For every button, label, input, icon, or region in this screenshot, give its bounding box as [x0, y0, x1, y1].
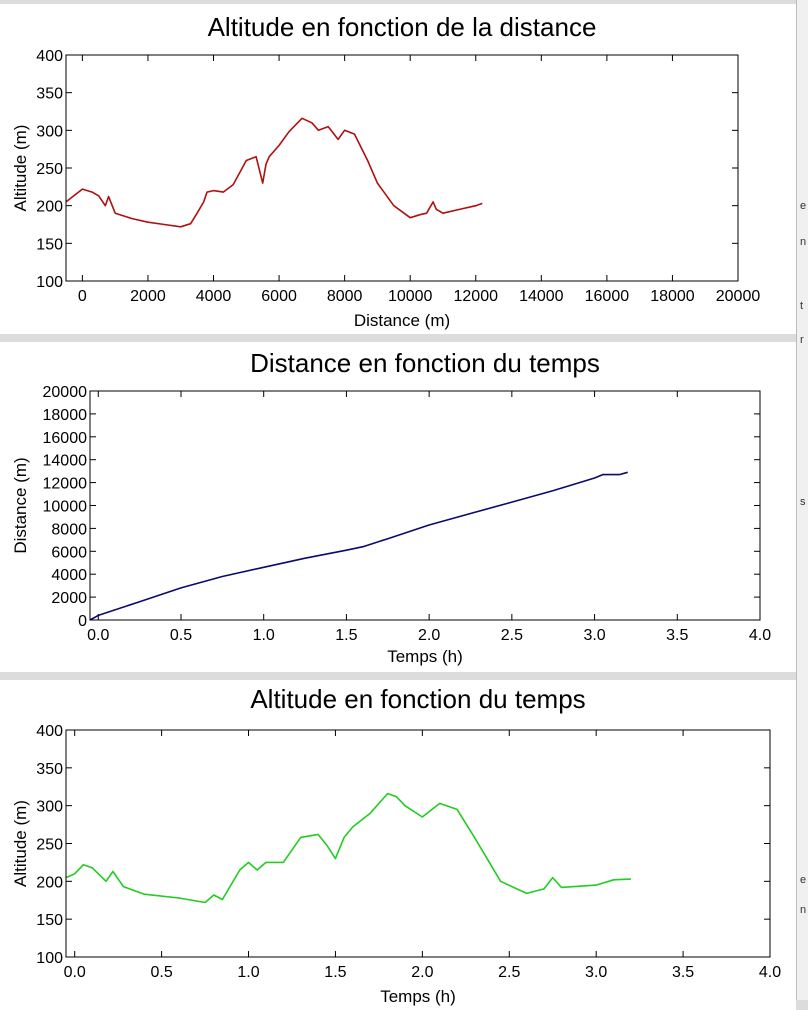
y-tick-label: 300 [36, 798, 63, 816]
x-tick-label: 18000 [650, 288, 695, 305]
y-tick-label: 100 [36, 950, 63, 967]
series-line-distance-temps [90, 472, 628, 620]
x-tick-label: 16000 [584, 288, 630, 305]
x-tick-label: 1.5 [324, 964, 347, 981]
y-tick-label: 150 [36, 912, 63, 930]
x-tick-label: 6000 [261, 288, 297, 305]
y-tick-label: 0 [78, 613, 87, 630]
x-tick-label: 12000 [453, 288, 499, 305]
x-axis-label: Temps (h) [380, 987, 456, 1006]
x-tick-label: 3.5 [671, 964, 695, 981]
y-tick-label: 300 [36, 123, 63, 141]
x-tick-label: 0.5 [150, 964, 173, 981]
background-text-fragment: e [800, 874, 807, 886]
y-tick-label: 100 [36, 274, 63, 291]
x-tick-label: 1.0 [237, 964, 260, 981]
background-text-fragment: t [800, 300, 804, 312]
x-tick-label: 3.0 [583, 627, 606, 644]
background-text-fragment: s [800, 496, 806, 508]
chart-panel-altitude-temps [0, 680, 796, 1010]
y-tick-label: 200 [36, 198, 63, 216]
y-axis-label: Altitude (m) [11, 124, 30, 212]
y-tick-label: 4000 [51, 567, 87, 585]
y-tick-label: 16000 [42, 429, 87, 447]
y-tick-label: 12000 [42, 475, 87, 493]
series-line-altitude-temps [66, 794, 631, 903]
x-tick-label: 2.0 [411, 964, 434, 981]
x-axis-label: Distance (m) [353, 311, 451, 330]
x-tick-label: 0 [77, 288, 87, 305]
x-tick-label: 0.5 [169, 627, 193, 644]
y-tick-label: 400 [36, 723, 63, 740]
y-axis-label: Distance (m) [11, 457, 30, 554]
x-tick-label: 0.0 [87, 627, 110, 644]
x-tick-label: 20000 [715, 288, 761, 305]
x-tick-label: 2.0 [418, 627, 441, 644]
background-text-fragment: r [800, 334, 804, 346]
y-axis-label: Altitude (m) [11, 800, 30, 887]
x-tick-label: 2000 [130, 288, 166, 305]
y-tick-label: 2000 [51, 590, 87, 608]
chart-title: Altitude en fonction de la distance [207, 12, 597, 42]
x-tick-label: 2.5 [498, 964, 521, 981]
background-text-fragment: e [800, 200, 807, 212]
x-axis-label: Temps (h) [387, 647, 463, 666]
chart-panel-distance-temps [0, 342, 796, 672]
chart-title: Altitude en fonction du temps [250, 684, 586, 714]
series-line-altitude-distance [66, 118, 482, 227]
y-tick-label: 200 [36, 874, 63, 892]
x-tick-label: 10000 [387, 288, 433, 305]
x-tick-label: 8000 [326, 288, 363, 305]
background-text-fragment: n [800, 904, 807, 916]
chart-altitude-distance [0, 4, 796, 334]
background-text-fragment: n [800, 236, 807, 248]
plot-frame [66, 730, 770, 957]
x-tick-label: 0.0 [63, 964, 86, 981]
y-tick-label: 14000 [42, 452, 87, 470]
chart-distance-temps [0, 342, 796, 672]
chart-panel-altitude-distance [0, 4, 796, 334]
x-tick-label: 1.5 [335, 627, 358, 644]
x-tick-label: 4.0 [748, 627, 772, 644]
y-tick-label: 250 [36, 836, 63, 854]
y-tick-label: 350 [36, 85, 63, 103]
plot-frame [66, 55, 738, 281]
x-tick-label: 4000 [195, 288, 232, 305]
x-tick-label: 14000 [519, 288, 564, 305]
y-tick-label: 350 [36, 760, 63, 778]
x-tick-label: 2.5 [500, 627, 523, 644]
y-tick-label: 18000 [42, 406, 87, 424]
chart-altitude-temps [0, 680, 796, 1010]
x-tick-label: 1.0 [252, 627, 275, 644]
y-tick-label: 10000 [42, 498, 87, 516]
y-tick-label: 150 [36, 236, 63, 254]
y-tick-label: 6000 [51, 544, 87, 562]
y-tick-label: 8000 [51, 521, 87, 539]
chart-title: Distance en fonction du temps [250, 348, 600, 378]
x-tick-label: 4.0 [758, 964, 782, 981]
x-tick-label: 3.5 [666, 627, 689, 644]
y-tick-label: 400 [36, 48, 63, 65]
y-tick-label: 20000 [42, 384, 87, 401]
x-tick-label: 3.0 [585, 964, 608, 981]
y-tick-label: 250 [36, 161, 63, 178]
